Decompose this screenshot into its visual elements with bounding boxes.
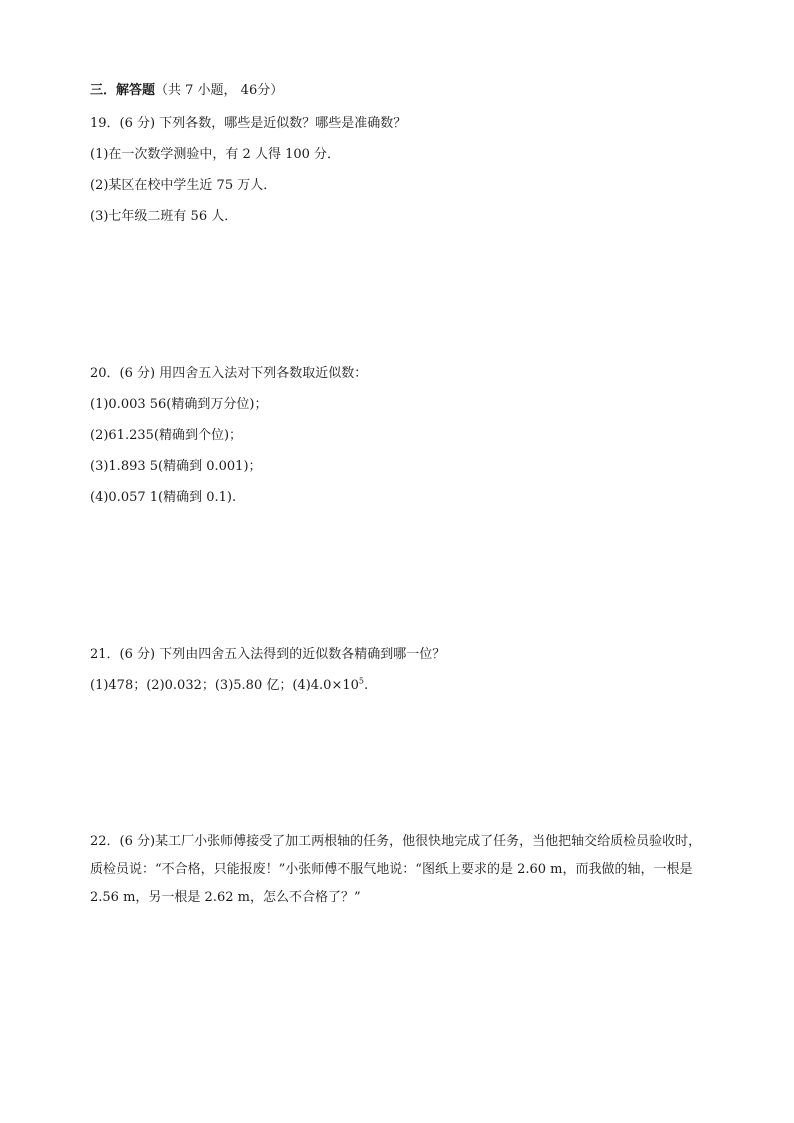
section-title: 三．解答题 <box>90 83 156 98</box>
q19-item-3: (3)七年级二班有 56 人． <box>90 209 238 224</box>
q19-stem: 19．(6 分) 下列各数，哪些是近似数？哪些是准确数？ <box>90 116 407 131</box>
section-note: （共 7 小题， 46分） <box>155 83 284 98</box>
q22-text: 22．(6 分)某工厂小张师傅接受了加工两根轴的任务，他很快地完成了任务，当他把轴交给质检员验收时，质检员说：“不合格，只能报废！”小张师傅不服气地说：“图纸上要求的是 2.60 m，而我做的轴，一根是 2.56 m，另一根是 2.62 m，怎么不合格了？” <box>90 834 702 905</box>
q19-item-2: (2)某区在校中学生近 75 万人． <box>90 178 277 193</box>
q20-stem: 20．(6 分) 用四舍五入法对下列各数取近似数： <box>90 366 368 381</box>
q21-end: . <box>363 678 369 693</box>
q21-exponent: 5 <box>358 676 364 686</box>
q20-item-4: (4)0.057 1(精确到 0.1). <box>90 490 237 505</box>
q19-item-1: (1)在一次数学测验中，有 2 人得 100 分． <box>90 147 341 162</box>
q20-item-3: (3)1.893 5(精确到 0.001)； <box>90 459 262 474</box>
section-heading <box>90 83 283 99</box>
q20-item-2: (2)61.235(精确到个位)； <box>90 428 243 443</box>
q21-stem: 21．(6 分) 下列由四舍五入法得到的近似数各精确到哪一位？ <box>90 647 446 662</box>
q21-items <box>90 678 368 694</box>
q20-item-1: (1)0.003 56(精确到万分位)； <box>90 397 268 412</box>
q21-items-text: (1)478；(2)0.032；(3)5.80 亿；(4)4.0×10 <box>90 678 359 693</box>
